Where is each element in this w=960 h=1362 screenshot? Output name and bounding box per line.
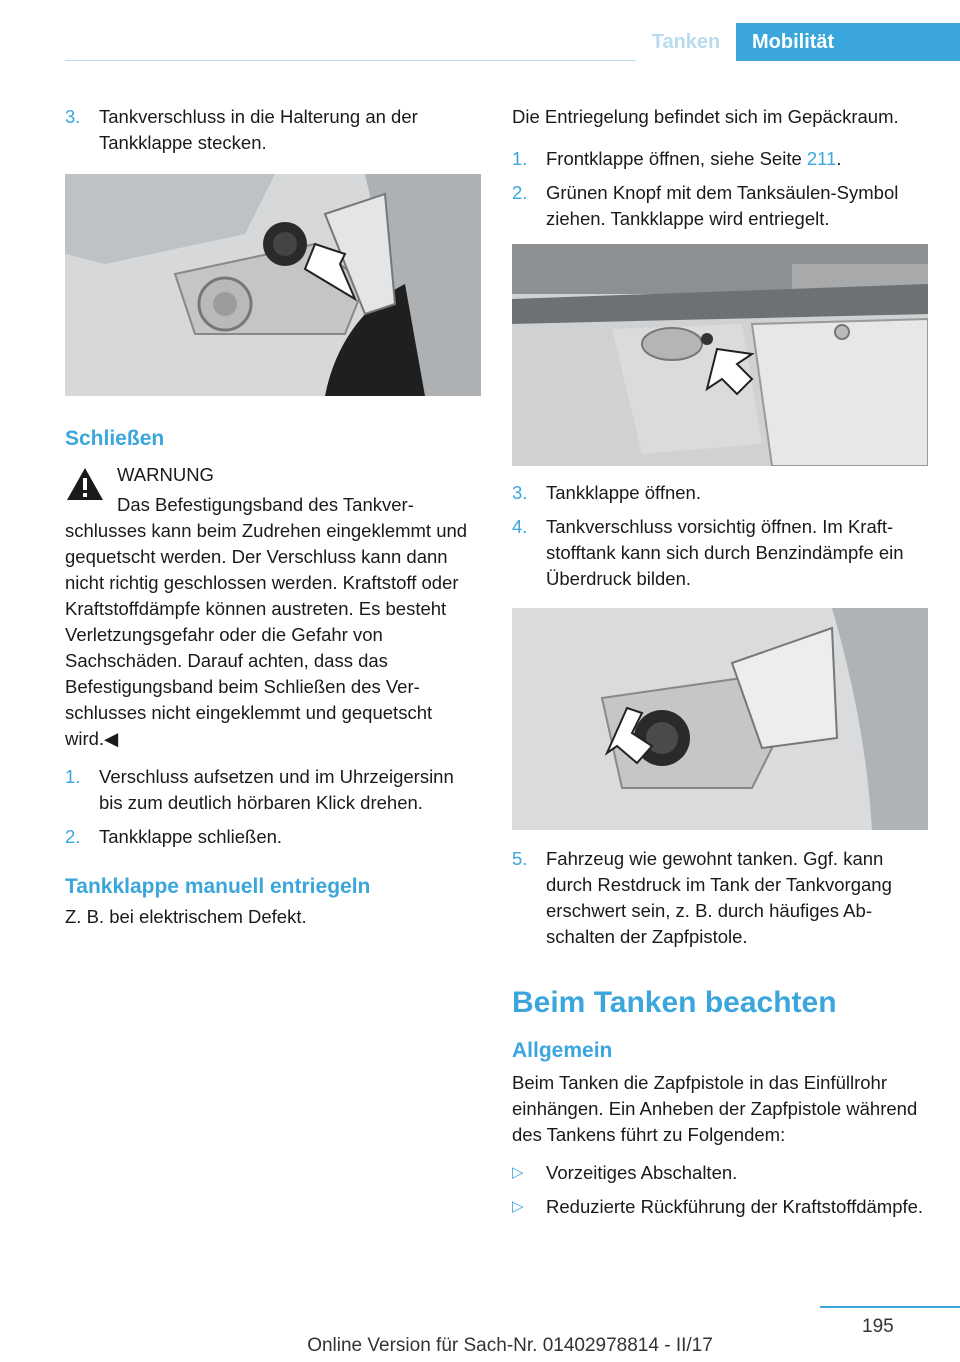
header-rule: [65, 60, 735, 61]
step-number: 5.: [512, 848, 528, 869]
allgemein-text: Beim Tanken die Zapfpistole in das Einfüllrohr einhängen. Ein Anheben der Zapfpistole während des Tankens führt zu Folgendem:: [512, 1072, 918, 1145]
heading-allgemein: Allgemein: [512, 1039, 613, 1062]
bullet-text: Reduzierte Rückführung der Kraftstoffdämpfe.: [546, 1196, 924, 1217]
heading-tankklappe-manuell: Tankklappe manuell entriegeln: [65, 875, 371, 898]
step-text: Tankklappe schließen.: [99, 826, 283, 847]
step-number: 4.: [512, 516, 528, 537]
photo-fuel-cap-open: [512, 608, 928, 830]
warning-label: WARNUNG: [117, 464, 214, 485]
warning-box: [65, 462, 481, 752]
list-item: [512, 180, 928, 232]
step-text: Fahrzeug wie gewohnt tanken. Ggf. kann durch Restdruck im Tank der Tankvorgang erschwert sein, z. B. durch häufiges Abschalten der Zapfpistole.: [546, 848, 892, 947]
tab-tanken[interactable]: Tanken: [636, 23, 736, 61]
header-tabs: [636, 23, 960, 61]
step-text: Tankklappe öffnen.: [546, 482, 701, 503]
footer-rule: [820, 1306, 960, 1308]
intro-text: Die Entriegelung befindet sich im Gepäckraum.: [512, 106, 899, 127]
bullet-text: Vorzeitiges Abschalten.: [546, 1162, 738, 1183]
step-number: 3.: [512, 482, 528, 503]
tab-mobilitaet[interactable]: Mobilität: [736, 23, 960, 61]
list-item: [65, 104, 481, 156]
step-text: Verschluss aufsetzen und im Uhrzeigersinn bis zum deutlich hörbaren Klick drehen.: [99, 766, 454, 813]
list-item: [512, 1194, 928, 1220]
step-text: Tankverschluss vorsichtig öffnen. Im Kraftstofftank kann sich durch Benzindämpfe ein Überdruck bilden.: [546, 516, 904, 589]
heading-schliessen: Schließen: [65, 427, 165, 450]
warning-text: Das Befestigungsband des Tankverschlusses kann beim Zudrehen eingeklemmt und gequetscht werden. Der Verschluss kann dann nicht richtig geschlossen werden. Kraftstoff oder Kraftstoffdämpfe können austreten. Es besteht Verletzungsgefahr oder die Gefahr von Sachschäden. Darauf achten, dass das Befestigungsband beim Schließen des Verschlusses nicht eingeklemmt und gequetscht wird.◀: [65, 494, 468, 749]
left-column: [65, 104, 481, 942]
heading-beim-tanken-beachten: Beim Tanken beachten: [512, 986, 837, 1019]
list-item: [512, 1160, 928, 1186]
warning-icon: [65, 466, 105, 502]
step-text: Frontklappe öffnen, siehe Seite 211.: [546, 148, 842, 169]
list-item: [512, 146, 928, 172]
step-text: Tankverschluss in die Halterung an der Tankklappe stecken.: [99, 106, 418, 153]
list-item: [512, 480, 928, 506]
step-number: 3.: [65, 106, 81, 127]
step-text: Grünen Knopf mit dem Tanksäulen-Symbol ziehen. Tankklappe wird entriegelt.: [546, 182, 899, 229]
list-item: [512, 846, 928, 950]
list-item: [65, 764, 481, 816]
list-item: [65, 824, 481, 850]
step-number: 2.: [65, 826, 81, 847]
page-link[interactable]: 211: [806, 148, 837, 169]
bullet-marker: ▷: [512, 1198, 524, 1215]
bullet-marker: ▷: [512, 1164, 524, 1181]
page-number: 195: [862, 1316, 894, 1337]
step-number: 2.: [512, 182, 528, 203]
step-number: 1.: [512, 148, 528, 169]
online-version-footer: Online Version für Sach-Nr. 01402978814 - II/17: [307, 1335, 713, 1356]
right-column: [512, 104, 928, 1228]
photo-fuel-cap-holder: [65, 174, 481, 396]
step-number: 1.: [65, 766, 81, 787]
list-item: [512, 514, 928, 592]
photo-trunk-release: [512, 244, 928, 466]
manual-intro: Z. B. bei elektrischem Defekt.: [65, 906, 307, 927]
